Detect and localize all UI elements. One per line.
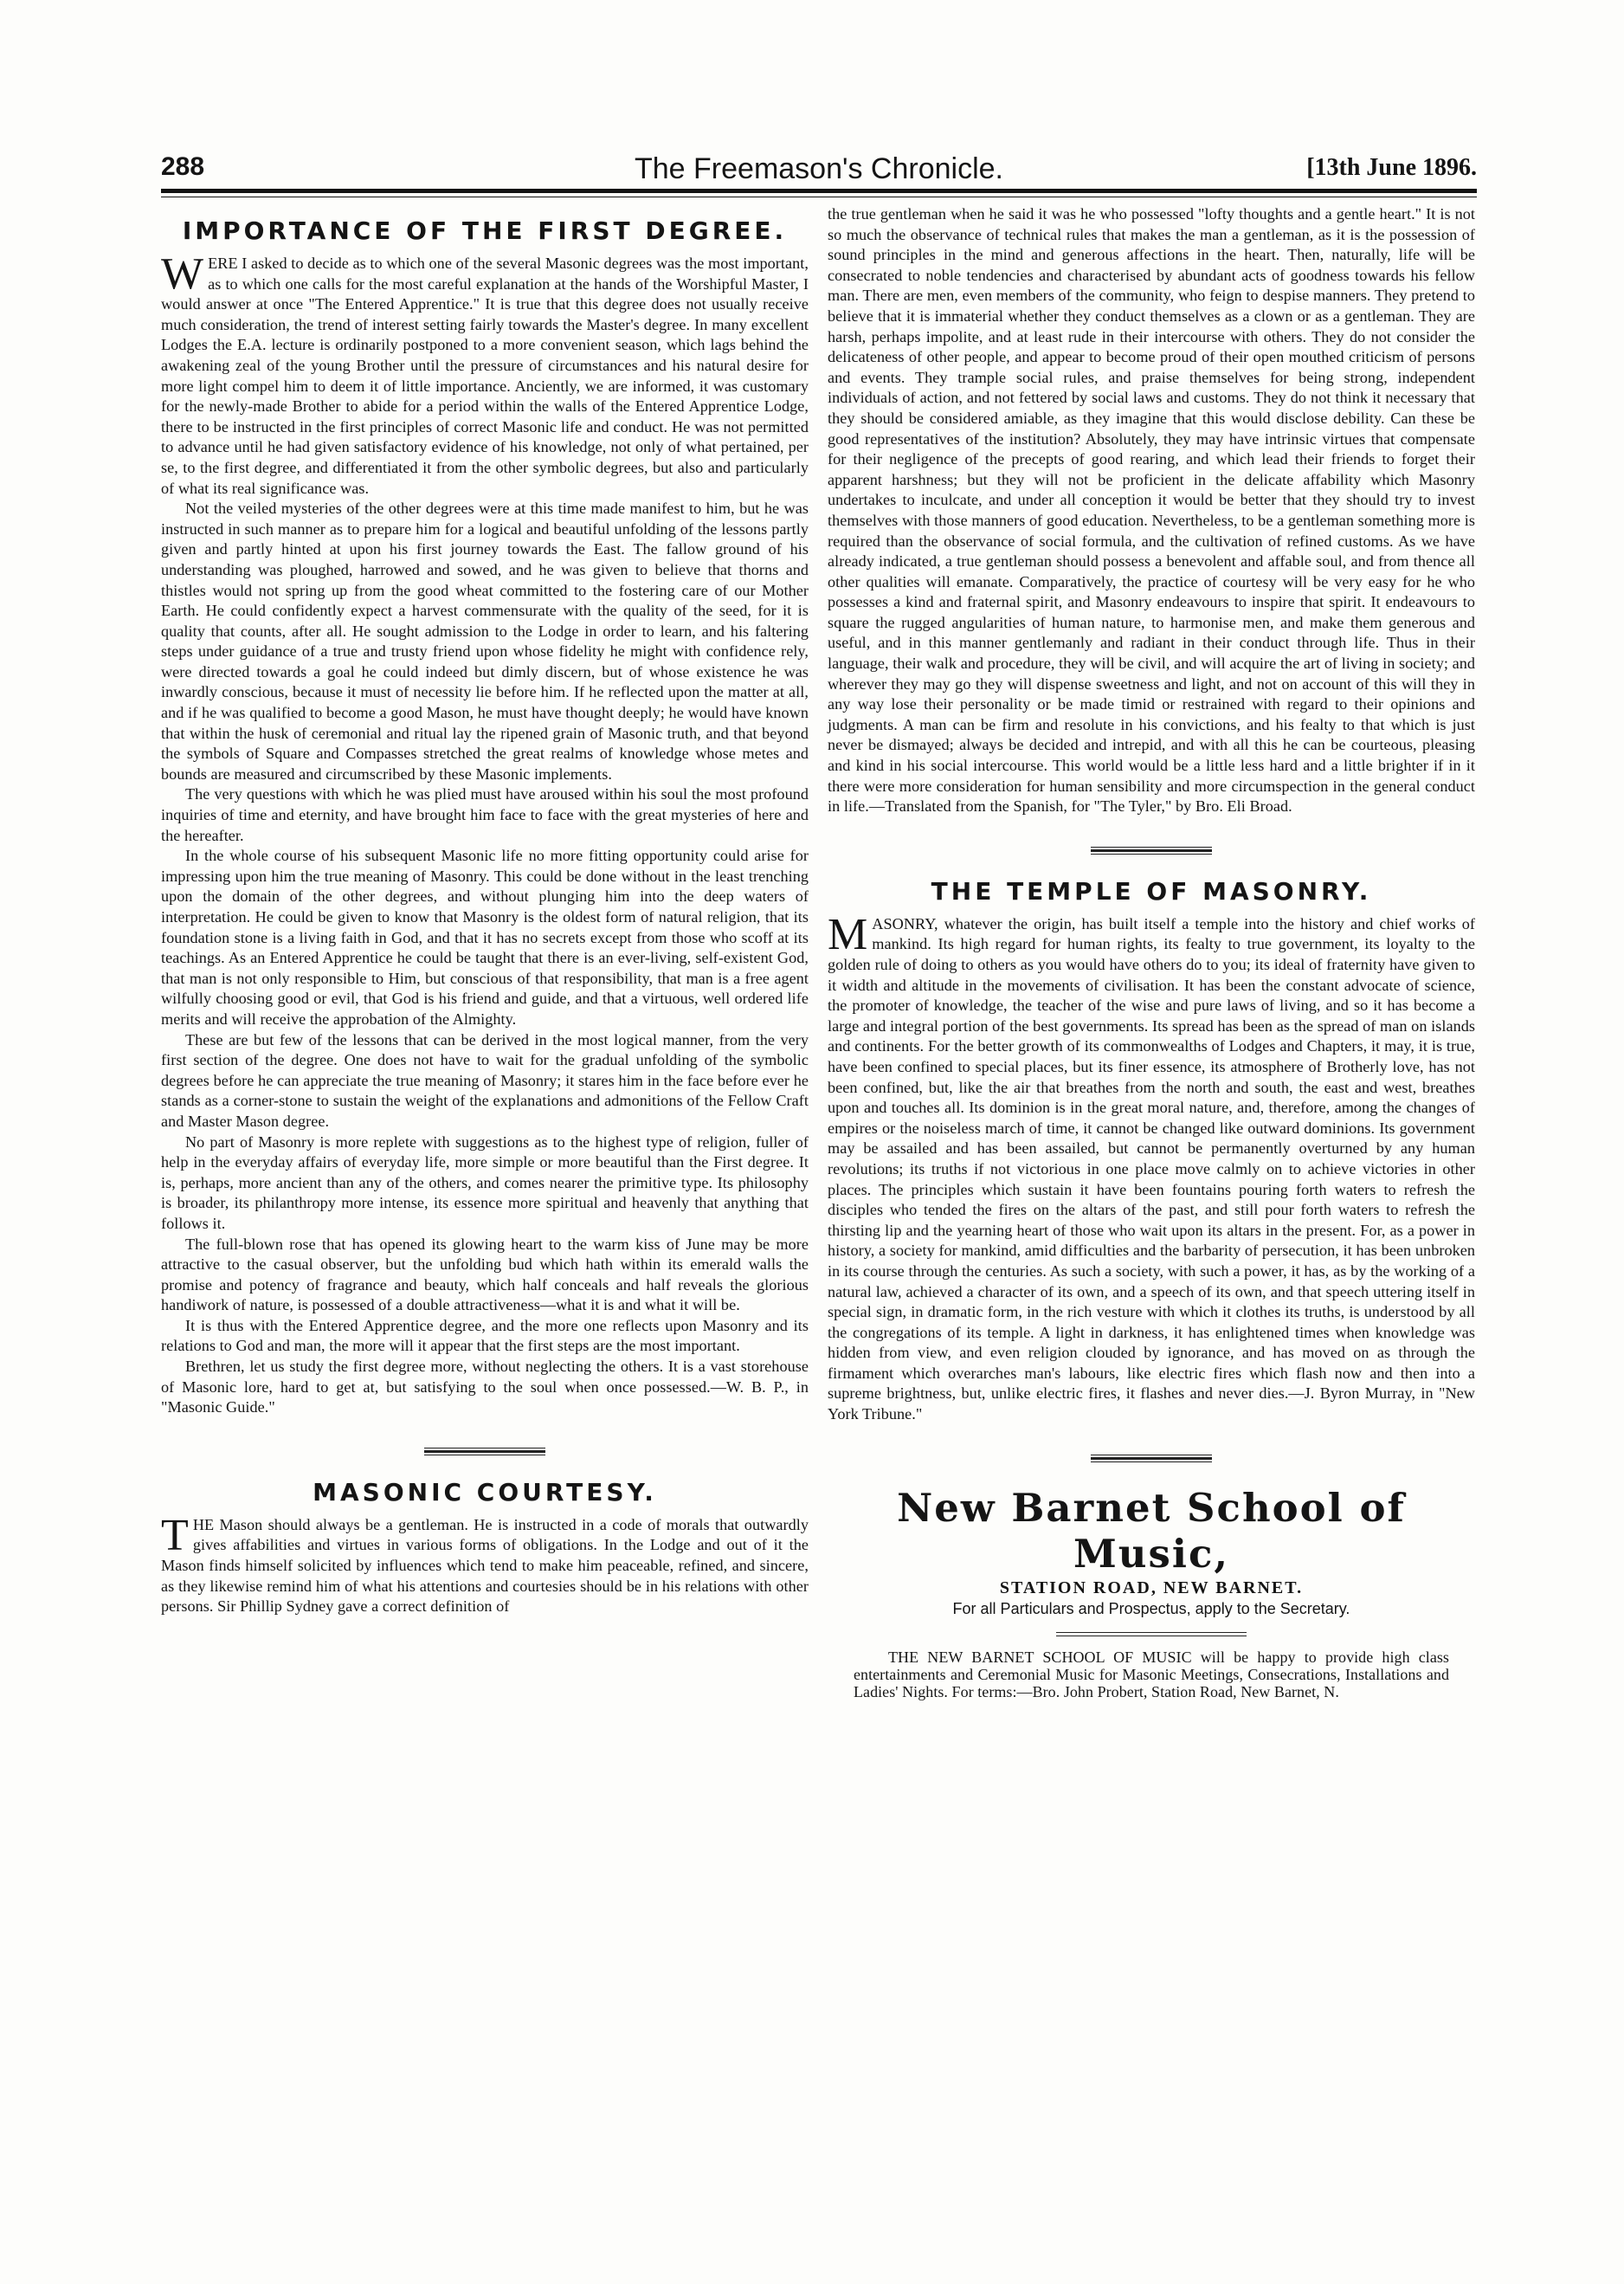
header-rule: [161, 189, 1477, 193]
paragraph: Brethren, let us study the first degree more, without neglecting the others. It is a vast storehouse of Masonic lore, hard to get at, but satisfying to the soul when once possessed.—W. B. P., in "Masonic Guide.": [161, 1358, 809, 1416]
paragraph: No part of Masonry is more replete with suggestions as to the highest type of religion, fuller of help in the everyday affairs of everyday life, more simple or more beautiful than the First degree. It is, perhaps, more ancient than any of the others, and comes nearer the primitive type. Its philosophy is broader, its philanthropy more intense, its essence more spiritual and heavenly that anything that follows it.: [161, 1132, 809, 1232]
paragraph: THE Mason should always be a gentleman. He is instructed in a code of morals that outwardly gives affabilities and virtues in various forms of obligations. In the Lodge and out of it the Mason finds himself solicited by influences which tend to make him peaceable, refined, and sincere, as they likewise remind him of what his attentions and courtesies should be in his relations with other persons. Sir Phillip Sydney gave a correct definition of: [161, 1510, 809, 1616]
drop-cap: M: [828, 909, 868, 959]
issue-date: [13th June 1896.: [1306, 154, 1477, 181]
advert-prospectus: For all Particulars and Prospectus, apply to the Secretary.: [952, 1599, 1350, 1617]
drop-cap: T: [161, 1510, 189, 1560]
section-divider: [1091, 847, 1212, 855]
paragraph: It is thus with the Entered Apprentice degree, and the more one reflects upon Masonry and its relations to God and man, the more will it appear that the first steps are the most important.: [161, 1316, 809, 1355]
paragraph: Not the veiled mysteries of the other degrees were at this time made manifest to him, but he was instructed in such manner as to prepare him for a logical and beautiful unfolding of the lessons partly given and partly hinted at upon his first journey towards the East. The fallow ground of his understanding was ploughed, harrowed and sowed, and he was given to believe that thorns and thistles would not spring up from the good wheat committed to the fostering care of our Mother Earth. He could confidently expect a harvest commensurate with the quality of the seed, for it is quality that counts, after all. He sought admission to the Lodge in order to learn, and his faltering steps under guidance of a true and trusty friend upon whose fidelity he might with confidence rely, were directed towards a goal he could indeed but dimly discern, but of whose existence he was inwardly conscious, because it must of necessity lie before him. If he reflected upon the matter at all, and if he was qualified to become a good Mason, he must have thought deeply; he would have known that within the husk of ceremonial and ritual lay the ripened grain of Masonic truth, and that beyond the symbols of Square and Compasses stretched the great realms of knowledge whose metes and bounds are measured and circumscribed by these Masonic implements.: [161, 500, 809, 783]
right-column: [828, 204, 1475, 1700]
section-divider: [424, 1448, 545, 1455]
publication-title: The Freemason's Chronicle.: [635, 152, 1003, 185]
paragraph: These are but few of the lessons that can be derived in the most logical manner, from the very first section of the degree. One does not have to wait for the gradual unfolding of the symbolic degrees before he can appreciate the true meaning of Masonry; it stares him in the face before ever he stands as a corner-stone to sustain the weight of the explanations and admonitions of the Fellow Craft and Master Mason degree.: [161, 1030, 809, 1130]
advert-address: STATION ROAD, NEW BARNET.: [999, 1578, 1304, 1597]
paragraph: MASONRY, whatever the origin, has built itself a temple into the history and chief works of mankind. Its high regard for human rights, its fealty to true government, its loyalty to the golden rule of doing to others as you would have others do to you; its ideal of fraternity have given to it width and altitude in the movements of civilisation. It has been the constant advocate of science, the promoter of knowledge, the teacher of the wise and pure laws of living, and so it has become a large and integral portion of the best governments. Its spread has been as the spread of man on islands and continents. For the better growth of its commonwealths of Lodges and Chapters, it may, it is true, have been confined to special places, but its finer essence, its atmosphere of Brotherly love, has not been confined, but, like the air that breathes from the north and south, the east and west, breathes upon and touches all. Its dominion is in the great moral nature, and, therefore, among the changes of empires or the noiseless march of time, it cannot be changed like outward dominions. Its government may be assailed and has been assailed, but cannot be permanently overturned by any human revolutions; its truths if not victorious in one place move calmly on to achieve victories in other places. The principles which sustain it have been fountains pouring forth waters to refresh the disciples who tended the fires on the altars of the past, and still pour forth waters to refresh the thirsting lip and the yearning heart of those who wait upon its altars in the present. For, as a power in history, a society for mankind, amid difficulties and the barbarity of persecution, it has been unbroken in its course through the centuries. As such a society, with such a power, it has, as by the working of a natural law, achieved a character of its own, and a speech of its own, and that speech uttering itself in special sign, in dramatic form, in the rich vesture with which it clothes its truths, is understood by all the congregations of its temple. A light in darkness, it has enlightened times when knowledge was hidden from view, and even religion clouded by ignorance, and has moved on as through the firmament which overarches man's labours, like electric fires which flash now and then into a supreme brightness, but, unlike electric fires, it flashes and never dies.—J. Byron Murray, in "New York Tribune.": [828, 909, 1475, 1423]
page-number: 288: [161, 152, 205, 181]
paragraph: WERE I asked to decide as to which one of the several Masonic degrees was the most important, as to which one calls for the most careful explanation at the hands of the Worshipful Master, I would answer at once "The Entered Apprentice." It is true that this degree does not usually receive much consideration, the trend of interest setting fairly towards the Master's degree. In many excellent Lodges the E.A. lecture is ordinarily postponed to a more convenient season, which lags behind the awakening zeal of the young Brother until the pressure of circumstances and his natural desire for more light compel him to deem it of little importance. Anciently, we are informed, it was customary for the newly-made Brother to abide for a period within the walls of the Entered Apprentice Lodge, there to be instructed in the first principles of correct Masonic life and conduct. He was not permitted to advance until he had given satisfactory evidence of his knowledge, not only of what pertained, per se, to the first degree, and differentiated it from the other symbolic degrees, but also and particularly of what its real significance was.: [161, 249, 809, 497]
page-header: [161, 152, 1477, 187]
paragraph: The very questions with which he was plied must have aroused within his soul the most profound inquiries of time and eternity, and have brought him face to face with the great mysteries of here and the hereafter.: [161, 785, 809, 844]
article-title-temple-of-masonry: THE TEMPLE OF MASONRY.: [931, 876, 1372, 906]
section-divider: [1091, 1455, 1212, 1462]
article-title-first-degree: IMPORTANCE OF THE FIRST DEGREE.: [182, 216, 788, 245]
paragraph: the true gentleman when he said it was he who possessed "lofty thoughts and a gentle heart." It is not so much the observance of technical rules that makes the man a gentleman, as it is the possession of sound principles in the mind and generous affections in the heart. Then, naturally, life will be consecrated to noble tendencies and characterised by abundant acts of goodness towards his fellow man. There are men, even members of the community, who feign to despise manners. They pretend to believe that it is immaterial whether they conduct themselves as a clown or as a gentleman. They are harsh, perhaps impolite, and at least rude in their intercourse with others. They do not consider the delicateness of other people, and appear to become proud of their open mouthed criticism of persons and events. They trample social rules, and praise themselves for being strong, independent individuals of action, and not fettered by social laws and customs. They do not think it necessary that they should be considered amiable, as they imagine that this would disclose debility. Can these be good representatives of the institution? Absolutely, they may have intrinsic virtues that compensate for their negligence of the precepts of good rearing, and which lead their friends to forget their apparent harshness; but they will not be proficient in the delicate affability which Masonry undertakes to inculcate, and under all conception it would be better that they should try to invest themselves with those manners of good education. Nevertheless, to be a gentleman something more is required than the observance of social formula, and the cultivation of refined customs. As we have already indicated, a true gentleman should possess a benevolent and affable soul, and from thence all other qualities will emanate. Comparatively, the practice of courtesy will be very easy for he who possesses a kind and fraternal spirit, and Masonry endeavours to inspire that spirit. It endeavours to square the rugged angularities of human nature, to harmonise men, and make them generous and useful, and in this manner gentlemanly and radiant in their conduct through life. Thus in their language, their walk and procedure, they will be civil, and will acquire the art of living in society; and wherever they may go they will dispense sweetness and light, and not on account of this will they in any way lose their personality or be made timid or restrained with regard to their opinions and judgments. A man can be firm and resolute in his convictions, and his fealty to that which is just never be dismayed; always be decided and intrepid, and with all this he can be courteous, pleasing and kind in his social intercourse. This world would be a little less hard and a little brighter if in it there were more consideration for human sensibility and more circumspection in the general conduct in life.—Translated from the Spanish, for "The Tyler," by Bro. Eli Broad.: [828, 205, 1475, 816]
advert-body: THE NEW BARNET SCHOOL OF MUSIC will be happy to provide high class entertainments and Ceremonial Music for Masonic Meetings, Consecrations, Installations and Ladies' Nights. For terms:—Bro. John Probert, Station Road, New Barnet, N.: [854, 1648, 1449, 1700]
article-title-masonic-courtesy: MASONIC COURTESY.: [313, 1477, 657, 1507]
drop-cap: W: [161, 249, 204, 299]
advert-title: New Barnet School of Music,: [897, 1484, 1406, 1577]
left-column: [161, 204, 809, 1617]
paragraph: The full-blown rose that has opened its glowing heart to the warm kiss of June may be more attractive to the casual observer, but the unfolding bud which hath within its emerald walls the promise and potency of fragrance and beauty, which half conceals and half reveals the glorious handiwork of nature, is possessed of a double attractiveness—what it is and what it will be.: [161, 1235, 809, 1314]
advert-divider: [1056, 1632, 1247, 1636]
advertisement: [828, 1485, 1475, 1700]
paragraph: In the whole course of his subsequent Masonic life no more fitting opportunity could arise for impressing upon him the true meaning of Masonry. This could be done without in the least trenching upon the domain of the other degrees, and without plunging him into the deep waters of interpretation. He could be given to know that Masonry is the oldest form of natural religion, that its foundation stone is a living faith in God, and that it has no secrets except from those who scoff at its teachings. As an Entered Apprentice he could be taught that there is an ever-living, self-existent God, that man is not only responsible to Him, but conscious of that responsibility, that man is a free agent wilfully choosing good or evil, that God is his friend and guide, and that a virtuous, well ordered life merits and will receive the approbation of the Almighty.: [161, 847, 809, 1028]
